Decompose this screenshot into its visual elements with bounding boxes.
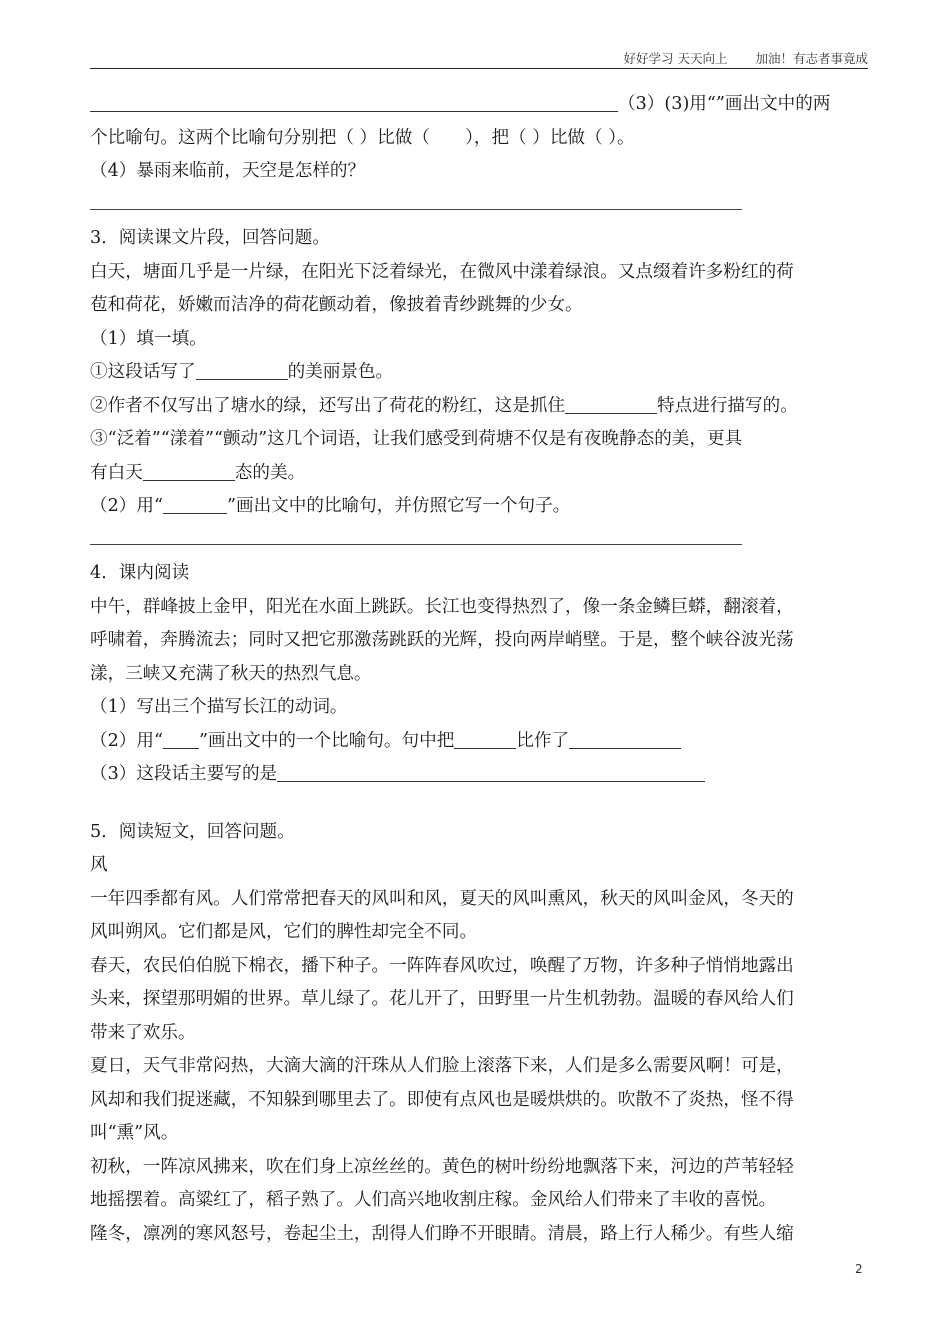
q3-item-2-text-a: ②作者不仅写出了塘水的绿，还写出了荷花的粉红，这是抓住 xyxy=(90,395,566,416)
q2-sub3-text: （3）(3)用“”画出文中的两 xyxy=(618,94,831,114)
q3-item-3-line-2 xyxy=(90,457,870,491)
q3-heading: 3．阅读课文片段，回答问题。 xyxy=(90,228,330,248)
underline-sample xyxy=(163,491,227,514)
q3-sub2-text-a: （2）用“ xyxy=(90,496,163,516)
spacer xyxy=(90,792,870,816)
q4-sub3 xyxy=(90,758,870,792)
q3-item-3-text-a: 有白天 xyxy=(90,462,143,483)
q3-sub2 xyxy=(90,490,870,524)
q4-passage-line-1: 中午，群峰披上金甲，阳光在水面上跳跃。长江也变得热烈了，像一条金鳞巨蟒，翻滚着， xyxy=(90,596,794,617)
header-motto-left: 好好学习 天天向上 xyxy=(623,51,728,66)
q5-passage-line-2: 风叫朔风。它们都是风，它们的脾性却完全不同。 xyxy=(90,922,478,942)
q3-item-3-text-b: 态的美。 xyxy=(234,462,306,483)
answer-blank[interactable] xyxy=(454,726,516,749)
q4-sub2-text-a: （2）用“ xyxy=(90,730,163,751)
answer-blank[interactable] xyxy=(569,726,681,749)
q5-passage-line-7: 风却和我们捉迷藏，不知躲到哪里去了。即使有点风也是暖烘烘的。吹散不了炎热，怪不得 xyxy=(90,1089,794,1110)
q2-line-1 xyxy=(90,88,870,122)
q3-item-1-text-b: 的美丽景色。 xyxy=(287,362,394,382)
q5-passage-line-4: 头来，探望那明媚的世界。草儿绿了。花儿开了，田野里一片生机勃勃。温暖的春风给人们 xyxy=(90,989,794,1009)
q4-sub2 xyxy=(90,725,870,759)
q2-line-2: 个比喻句。这两个比喻句分别把（ ）比做（ ），把（ ）比做（ ）。 xyxy=(90,127,635,148)
q5-passage-line-11: 隆冬，凛冽的寒风怒号，卷起尘土，刮得人们睁不开眼睛。清晨，路上行人稀少。有些人缩 xyxy=(90,1223,794,1244)
q3-item-2-text-b: 特点进行描写的。 xyxy=(657,395,798,416)
page-number: 2 xyxy=(855,1262,863,1276)
q4-sub2-text-b: ”画出文中的一个比喻句。句中把 xyxy=(198,730,455,751)
q3-sub2-text-b: ”画出文中的比喻句，并仿照它写一个句子。 xyxy=(226,496,571,516)
q4-passage-line-3: 漾，三峡又充满了秋天的热烈气息。 xyxy=(90,663,372,684)
q3-item-2 xyxy=(90,390,870,424)
answer-line[interactable] xyxy=(90,524,870,558)
q3-sub1: （1）填一填。 xyxy=(90,328,207,349)
q3-item-3-line-1: ③“泛着”“漾着”“颤动”这几个词语，让我们感受到荷塘不仅是有夜晚静态的美，更具 xyxy=(90,429,743,449)
q4-sub1: （1）写出三个描写长江的动词。 xyxy=(90,697,348,717)
worksheet-content xyxy=(90,88,870,1251)
answer-blank[interactable] xyxy=(277,759,705,782)
q5-passage-line-6: 夏日，天气非常闷热，大滴大滴的汗珠从人们脸上滚落下来，人们是多么需要风啊！可是， xyxy=(90,1056,794,1076)
q5-passage-line-10: 地摇摆着。高粱红了，稻子熟了。人们高兴地收割庄稼。金风给人们带来了丰收的喜悦。 xyxy=(90,1190,777,1210)
q4-sub3-text: （3）这段话主要写的是 xyxy=(90,764,278,784)
q2-sub4: （4）暴雨来临前，天空是怎样的？ xyxy=(90,161,366,181)
underline-sample xyxy=(163,726,199,749)
q3-item-1-text-a: ①这段话写了 xyxy=(90,362,196,382)
q5-heading: 5．阅读短文，回答问题。 xyxy=(90,821,295,842)
q4-sub2-text-c: 比作了 xyxy=(516,730,570,751)
q5-passage-line-8: 叫“熏”风。 xyxy=(90,1123,179,1143)
q5-passage-line-5: 带来了欢乐。 xyxy=(90,1022,196,1043)
q5-passage-line-9: 初秋，一阵凉风拂来，吹在们身上凉丝丝的。黄色的树叶纷纷地飘落下来，河边的芦苇轻轻 xyxy=(90,1156,794,1177)
answer-blank[interactable] xyxy=(565,391,657,414)
answer-blank[interactable] xyxy=(90,89,618,112)
q5-passage-line-3: 春天，农民伯伯脱下棉衣，播下种子。一阵阵春风吹过，唤醒了万物，许多种子悄悄地露出 xyxy=(90,955,794,976)
q3-passage-line-2: 苞和荷花，娇嫩而洁净的荷花颤动着，像披着青纱跳舞的少女。 xyxy=(90,295,583,315)
q4-heading: 4．课内阅读 xyxy=(90,563,190,583)
q5-title: 风 xyxy=(90,855,108,875)
answer-blank[interactable] xyxy=(196,357,288,380)
answer-blank[interactable] xyxy=(143,458,235,481)
page-header xyxy=(90,50,868,69)
q4-passage-line-2: 呼啸着，奔腾流去；同时又把它那激荡跳跃的光辉，投向两岸峭壁。于是，整个峡谷波光荡 xyxy=(90,630,794,650)
header-motto-right: 加油！有志者事竟成 xyxy=(755,51,868,66)
q3-passage-line-1: 白天，塘面几乎是一片绿，在阳光下泛着绿光，在微风中漾着绿浪。又点缀着许多粉红的荷 xyxy=(90,261,794,282)
answer-line[interactable] xyxy=(90,189,870,223)
q3-item-1 xyxy=(90,356,870,390)
q5-passage-line-1: 一年四季都有风。人们常常把春天的风叫和风，夏天的风叫熏风，秋天的风叫金风，冬天的 xyxy=(90,888,794,909)
